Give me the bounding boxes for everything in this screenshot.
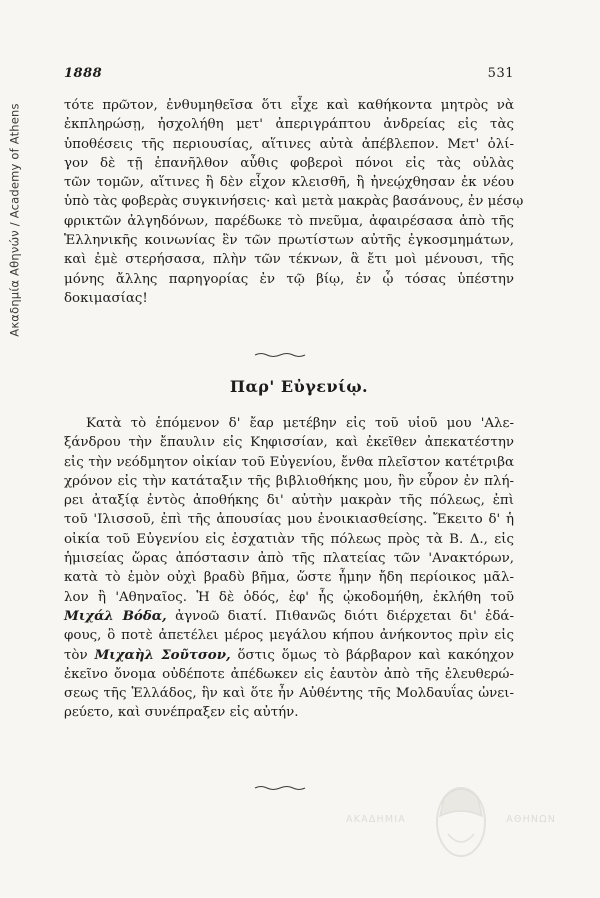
text-line-with-name [64,607,514,626]
text-line: δοκιμασίας! [64,290,148,306]
text-line: γον δὲ τῇ ἐπανῆλθον αὖθις φοβεροὶ πόνοι εἰς τὰς οὐλὰς [64,155,514,171]
academy-watermark [336,776,566,866]
paragraph-2 [64,414,514,723]
text-line: ρεύετο, καὶ συνέπραξεν εἰς αὐτήν. [64,705,299,721]
text-line: οἰκία τοῦ Εὐγενίου εἰς ἐσχατιὰν τῆς πόλεως πρὸς τὰ Β. Δ., εἰς [64,531,514,547]
text-line: τοῦ 'Ιλισσοῦ, ἐπὶ τῆς ἀπουσίας μου ἐνοικιασθείσης. Ἔκειτο δ' ἡ [64,512,514,528]
ornament-divider [254,352,306,358]
text-line: φους, ὃ ποτὲ ἀπετέλει μέρος μεγάλου κήπου ἀνήκοντος πρὶν εἰς [64,628,514,644]
text-line: Ἑλληνικῆς κοινωνίας ἓν τῶν πρωτίστων αὐτῆς ἐγκοσμημάτων, [64,233,514,249]
text-line: ὑποθέσεις τῆς περιουσίας, αἵτινες αὐτὰ ἀπέβλεπον. Μετ' ὀλί- [64,136,514,152]
text-line: ὑπὸ τὰς φοβερὰς συγκινήσεις· καὶ μετὰ μακρὰς βασάνους, ἐν μέσῳ [64,194,524,210]
paragraph-1 [64,96,524,308]
text-line: ἡμισείας ὥρας ἀπόστασιν ἀπὸ τῆς πλατείας τῶν 'Ανακτόρων, [64,551,514,567]
text-line: λον ἢ 'Αθηναῖος. Ἡ δὲ ὁδός, ἐφ' ἧς ᾠκοδομήθη, ἐκλήθη τοῦ [64,589,514,605]
watermark-word: ΑΚΑΔΗΜΙΑ [346,814,406,825]
watermark-word: ΑΘΗΝΩΝ [506,814,556,825]
text-line: ἐκπληρώσῃ, ἠσχολήθη μετ' ἀπεριγράπτου ἀνδρείας εἰς τὰς [64,117,514,133]
text-line: ἐκεῖνο ὄνομα οὐδέποτε ἀπέδωκεν εἰς ἑαυτὸν ἀπὸ τῆς ἐλευθερώ- [64,666,514,682]
text-fragment: ὅστις ὅμως τὸ βάρβαρον καὶ κακόηχον [230,647,514,663]
ornament-divider [254,785,306,791]
text-line-with-name [64,646,514,665]
street-name: Μιχάλ Βόδα, [64,607,167,624]
text-line: μόνης ἄλλης παρηγορίας ἐν τῷ βίῳ, ἐν ᾧ τόσας ὑπέστην [64,271,514,287]
text-line: σεως τῆς Ἑλλάδος, ἣν καὶ ὅτε ἦν Αὐθέντης τῆς Μολδαυΐας ὠνει- [64,686,514,702]
text-line: καὶ ἐμὲ στερήσασα, πλὴν τῶν τέκνων, ἃ ἔτι μοὶ μένουσι, τῆς [64,252,514,268]
text-line: εἰς τὴν νεόδμητον οἰκίαν τοῦ Εὐγενίου, ἔνθα πλεῖστον κατέτριβα [64,454,514,470]
archive-side-label [4,40,26,400]
text-line: ρει ἀταξίᾳ ἐντὸς ἀποθήκης δι' αὐτὴν μακρὰν τῆς πόλεως, ἐπὶ [64,493,514,509]
page-year: 1888 [64,66,103,81]
page-header [64,66,514,81]
text-fragment: τὸν [64,647,95,663]
person-name: Μιχαὴλ Σοῦτσον, [94,646,231,663]
text-fragment: ἀγνοῶ διατί. Πιθανῶς διότι διέρχεται δι' ἐδά- [166,608,514,624]
text-line: ξάνδρου τὴν ἔπαυλιν εἰς Κηφισσίαν, καὶ ἐκεῖθεν ἀπεκατέστην [64,435,514,451]
page-number: 531 [487,66,514,81]
archive-side-label-text: Ακαδημία Αθηνών / Academy of Athens [8,103,23,337]
text-line: φρικτῶν ἀλγηδόνων, παρέδωκε τὸ πνεῦμα, ἀφαιρέσασα ἀπὸ τῆς [64,213,514,229]
text-line: Κατὰ τὸ ἑπόμενον δ' ἔαρ μετέβην εἰς τοῦ υἱοῦ μου 'Αλε- [86,416,514,431]
watermark-text [346,814,556,825]
text-line: τῶν τομῶν, αἵτινες ἢ δὲν εἶχον κλεισθῆ, ἢ ἠνεῴχθησαν ἐκ νέου [64,175,514,191]
section-title: Παρ' Εὐγενίῳ. [229,377,369,396]
text-line: κατὰ τὸ ἐμὸν οὐχὶ βραδὺ βῆμα, ὥστε ἦμην ἤδη περίοικος μᾶλ- [64,570,514,586]
text-line: χρόνον εἰς τὴν κατάταξιν τῆς βιβλιοθήκης μου, ἣν εὗρον ἐν πλή- [64,473,514,489]
text-line: τότε πρῶτον, ἐνθυμηθεῖσα ὅτι εἶχε καὶ καθήκοντα μητρὸς νὰ [64,98,514,113]
